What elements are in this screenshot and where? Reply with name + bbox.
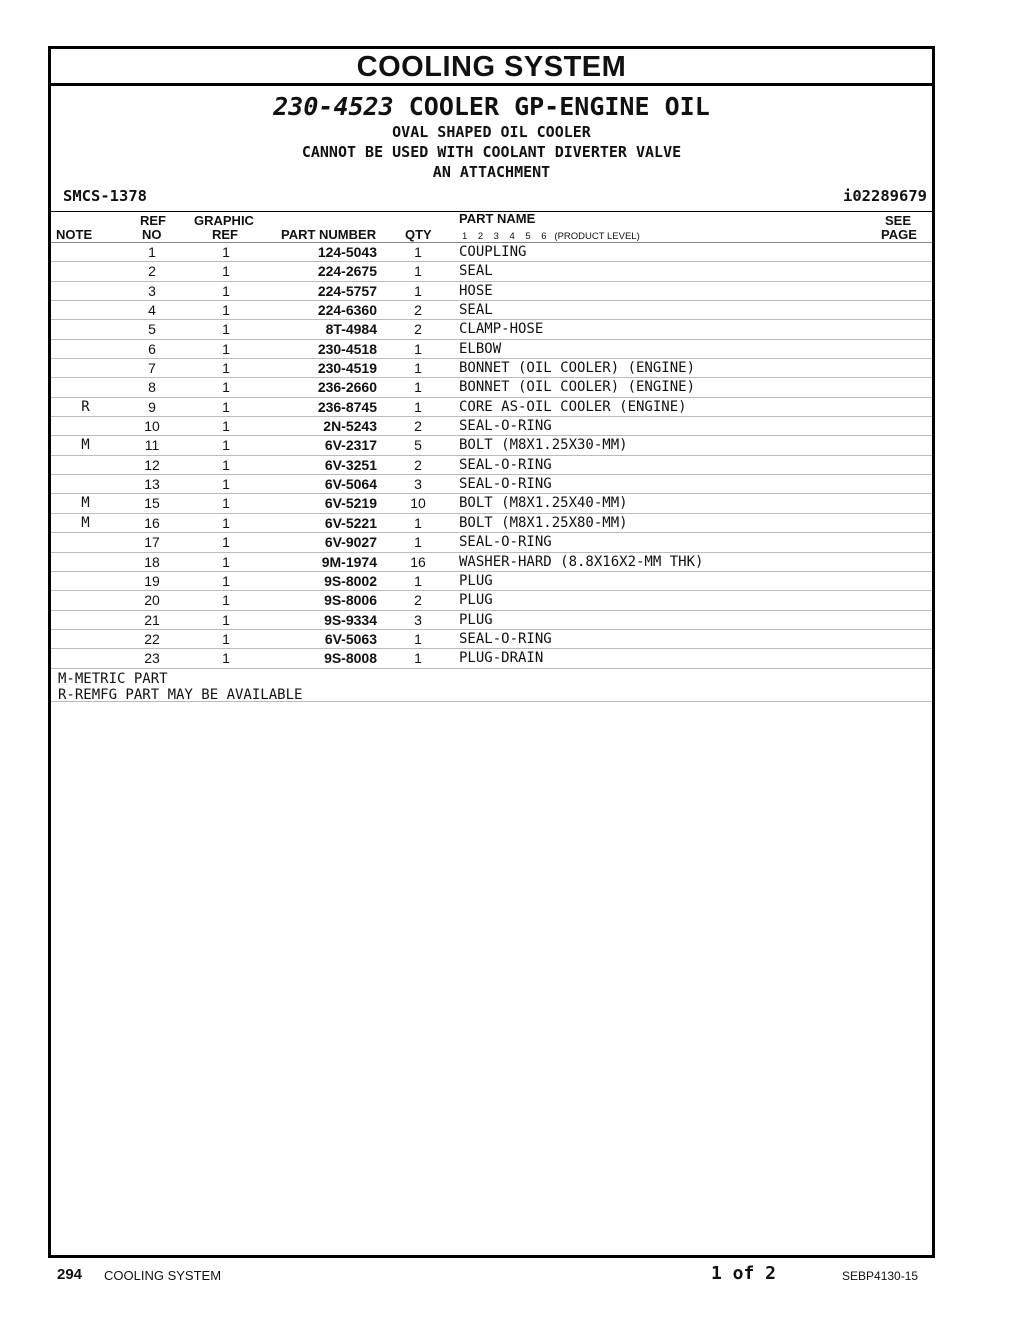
table-row — [51, 398, 932, 417]
part-name-cell: SEAL-O-RING — [459, 534, 552, 551]
table-row — [51, 514, 932, 533]
qty-cell: 1 — [414, 340, 422, 357]
part-name-cell: CLAMP-HOSE — [459, 321, 544, 338]
header-product-level: 1 2 3 4 5 6 (PRODUCT LEVEL) — [462, 231, 640, 242]
ref-no-cell: 19 — [144, 572, 160, 589]
graphic-ref-cell: 1 — [222, 244, 230, 260]
ref-no-cell: 20 — [144, 592, 160, 609]
graphic-ref-cell: 1 — [222, 534, 230, 551]
graphic-ref-cell: 1 — [222, 630, 230, 647]
ref-no-cell: 13 — [144, 476, 160, 493]
part-name-cell: HOSE — [459, 282, 493, 299]
part-name-cell: SEAL-O-RING — [459, 418, 552, 435]
table-row — [51, 533, 932, 552]
qty-cell: 5 — [414, 437, 422, 454]
ref-no-cell: 16 — [144, 514, 160, 531]
qty-cell: 1 — [414, 263, 422, 280]
footer-doc-id: SEBP4130-15 — [842, 1269, 919, 1283]
header-part-number: PART NUMBER — [281, 227, 377, 242]
part-number-cell: 6V-9027 — [324, 534, 377, 551]
qty-cell: 16 — [410, 553, 426, 570]
note-cell: M — [81, 495, 90, 512]
part-name-cell: BOLT (M8X1.25X40-MM) — [459, 495, 628, 512]
part-number-cell: 6V-2317 — [324, 437, 377, 454]
part-name-cell: BOLT (M8X1.25X30-MM) — [459, 437, 628, 454]
parts-page-frame — [48, 46, 935, 1258]
qty-cell: 2 — [414, 456, 422, 473]
graphic-ref-cell: 1 — [222, 611, 230, 628]
illustration-id: i02289679 — [843, 187, 927, 205]
part-name-cell: SEAL-O-RING — [459, 630, 552, 647]
table-row — [51, 630, 932, 649]
table-row — [51, 456, 932, 475]
group-name: COOLER GP-ENGINE OIL — [408, 92, 710, 121]
ref-no-cell: 18 — [144, 553, 160, 570]
ref-no-cell: 1 — [148, 244, 156, 260]
table-row — [51, 475, 932, 494]
ref-no-cell: 11 — [144, 437, 160, 454]
ref-no-cell: 17 — [144, 534, 160, 551]
table-row — [51, 262, 932, 281]
smcs-row — [51, 182, 932, 212]
part-number-cell: 9S-8006 — [324, 592, 377, 609]
part-name-cell: COUPLING — [459, 244, 527, 260]
header-graphic-bottom: REF — [212, 227, 238, 242]
header-see-bottom: PAGE — [881, 227, 917, 242]
group-subtitle: OVAL SHAPED OIL COOLER — [392, 123, 591, 141]
table-row — [51, 553, 932, 572]
part-name-cell: SEAL-O-RING — [459, 456, 552, 473]
graphic-ref-cell: 1 — [222, 302, 230, 319]
graphic-ref-cell: 1 — [222, 456, 230, 473]
graphic-ref-cell: 1 — [222, 514, 230, 531]
ref-no-cell: 7 — [148, 360, 156, 377]
note-metric: M-METRIC PART — [58, 670, 168, 687]
table-row — [51, 649, 932, 668]
graphic-ref-cell: 1 — [222, 282, 230, 299]
group-subtitle: AN ATTACHMENT — [432, 163, 551, 181]
table-row — [51, 494, 932, 513]
graphic-ref-cell: 1 — [222, 379, 230, 396]
ref-no-cell: 5 — [148, 321, 156, 338]
part-number-cell: 9M-1974 — [321, 553, 377, 570]
part-number-cell: 2N-5243 — [323, 418, 377, 435]
table-row — [51, 591, 932, 610]
footer-page-number: 294 — [57, 1266, 83, 1283]
group-subtitle: CANNOT BE USED WITH COOLANT DIVERTER VALVE — [301, 143, 682, 161]
note-cell: R — [81, 398, 90, 415]
qty-cell: 1 — [414, 514, 422, 531]
table-row — [51, 301, 932, 320]
qty-cell: 1 — [414, 360, 422, 377]
graphic-ref-cell: 1 — [222, 650, 230, 667]
part-number-cell: 8T-4984 — [325, 321, 377, 338]
parts-table-body — [51, 243, 932, 669]
header-note: NOTE — [56, 227, 93, 242]
table-row — [51, 359, 932, 378]
table-row — [51, 320, 932, 339]
part-number-cell: 6V-5221 — [324, 514, 377, 531]
ref-no-cell: 23 — [144, 650, 160, 667]
qty-cell: 2 — [414, 302, 422, 319]
header-graphic-top: GRAPHIC — [194, 213, 254, 228]
table-row — [51, 340, 932, 359]
graphic-ref-cell: 1 — [222, 321, 230, 338]
table-header — [51, 212, 932, 243]
ref-no-cell: 9 — [148, 398, 156, 415]
header-qty: QTY — [405, 227, 432, 242]
graphic-ref-cell: 1 — [222, 495, 230, 512]
part-name-cell: BONNET (OIL COOLER) (ENGINE) — [459, 379, 696, 396]
part-name-cell: SEAL — [459, 263, 493, 280]
notes-block — [51, 669, 932, 702]
part-number-cell: 224-5757 — [317, 282, 377, 299]
graphic-ref-cell: 1 — [222, 437, 230, 454]
smcs-code: SMCS-1378 — [63, 187, 147, 205]
qty-cell: 1 — [414, 572, 422, 589]
ref-no-cell: 3 — [148, 282, 156, 299]
qty-cell: 1 — [414, 244, 422, 260]
note-cell: M — [81, 514, 90, 531]
graphic-ref-cell: 1 — [222, 340, 230, 357]
part-name-cell: PLUG — [459, 572, 493, 589]
part-name-cell: ELBOW — [459, 340, 502, 357]
part-number-cell: 224-6360 — [317, 302, 377, 319]
graphic-ref-cell: 1 — [222, 418, 230, 435]
group-title — [51, 92, 932, 122]
part-name-cell: PLUG-DRAIN — [459, 650, 544, 667]
qty-cell: 1 — [414, 398, 422, 415]
table-row — [51, 243, 932, 262]
part-name-cell: PLUG — [459, 611, 493, 628]
table-row — [51, 417, 932, 436]
table-row — [51, 378, 932, 397]
footer-section: COOLING SYSTEM — [104, 1268, 222, 1283]
part-number-cell: 224-2675 — [317, 263, 377, 280]
ref-no-cell: 8 — [148, 379, 156, 396]
section-title: COOLING SYSTEM — [51, 49, 932, 86]
part-number-cell: 6V-5219 — [324, 495, 377, 512]
ref-no-cell: 10 — [144, 418, 160, 435]
header-see-top: SEE — [885, 213, 912, 228]
part-number-cell: 9S-9334 — [324, 611, 377, 628]
part-number-cell: 236-8745 — [317, 398, 377, 415]
table-row — [51, 572, 932, 591]
ref-no-cell: 15 — [144, 495, 160, 512]
ref-no-cell: 12 — [144, 456, 160, 473]
graphic-ref-cell: 1 — [222, 476, 230, 493]
qty-cell: 3 — [414, 476, 422, 493]
qty-cell: 1 — [414, 379, 422, 396]
part-name-cell: WASHER-HARD (8.8X16X2-MM THK) — [459, 553, 704, 570]
qty-cell: 1 — [414, 650, 422, 667]
part-name-cell: SEAL — [459, 302, 493, 319]
graphic-ref-cell: 1 — [222, 360, 230, 377]
part-number-cell: 9S-8002 — [324, 572, 377, 589]
qty-cell: 2 — [414, 321, 422, 338]
part-name-cell: BOLT (M8X1.25X80-MM) — [459, 514, 628, 531]
header-ref-top: REF — [140, 213, 166, 228]
part-number-cell: 230-4518 — [317, 340, 377, 357]
qty-cell: 10 — [410, 495, 426, 512]
part-name-cell: BONNET (OIL COOLER) (ENGINE) — [459, 360, 696, 377]
ref-no-cell: 6 — [148, 340, 156, 357]
footer-page-of: 1 of 2 — [711, 1263, 777, 1284]
table-row — [51, 611, 932, 630]
part-number-cell: 6V-5064 — [324, 476, 377, 493]
part-number-cell: 6V-5063 — [324, 630, 377, 647]
page-footer — [0, 1262, 1020, 1292]
qty-cell: 1 — [414, 282, 422, 299]
note-remfg: R-REMFG PART MAY BE AVAILABLE — [58, 686, 303, 703]
part-number-cell: 124-5043 — [317, 244, 377, 260]
group-number: 230-4523 — [273, 92, 394, 121]
table-row — [51, 436, 932, 455]
qty-cell: 1 — [414, 534, 422, 551]
ref-no-cell: 2 — [148, 263, 156, 280]
part-number-cell: 236-2660 — [317, 379, 377, 396]
qty-cell: 3 — [414, 611, 422, 628]
part-name-cell: CORE AS-OIL COOLER (ENGINE) — [459, 398, 687, 415]
part-name-cell: SEAL-O-RING — [459, 476, 552, 493]
graphic-ref-cell: 1 — [222, 398, 230, 415]
table-row — [51, 282, 932, 301]
qty-cell: 2 — [414, 592, 422, 609]
note-cell: M — [81, 437, 90, 454]
header-ref-bottom: NO — [142, 227, 162, 242]
graphic-ref-cell: 1 — [222, 263, 230, 280]
part-name-cell: PLUG — [459, 592, 493, 609]
graphic-ref-cell: 1 — [222, 553, 230, 570]
qty-cell: 1 — [414, 630, 422, 647]
group-header — [51, 86, 932, 182]
graphic-ref-cell: 1 — [222, 572, 230, 589]
part-number-cell: 6V-3251 — [324, 456, 377, 473]
graphic-ref-cell: 1 — [222, 592, 230, 609]
part-number-cell: 230-4519 — [317, 360, 377, 377]
qty-cell: 2 — [414, 418, 422, 435]
ref-no-cell: 4 — [148, 302, 156, 319]
ref-no-cell: 22 — [144, 630, 160, 647]
header-part-name: PART NAME — [459, 211, 536, 226]
part-number-cell: 9S-8008 — [324, 650, 377, 667]
ref-no-cell: 21 — [144, 611, 160, 628]
